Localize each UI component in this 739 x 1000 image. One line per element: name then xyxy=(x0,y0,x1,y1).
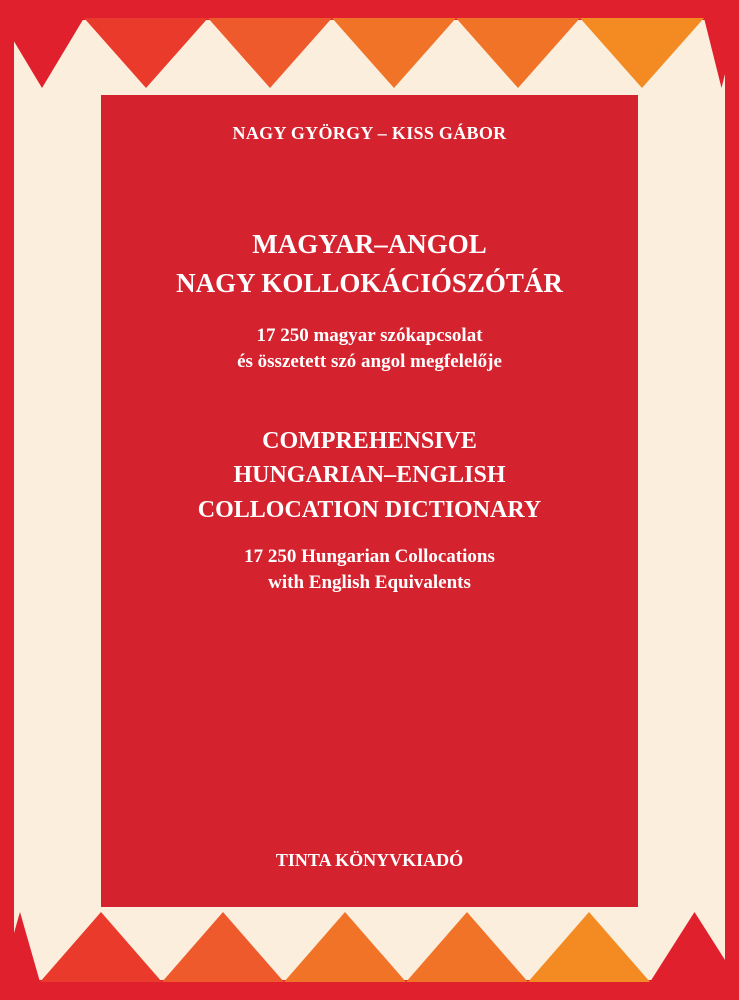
title-en-line-3: COLLOCATION DICTIONARY xyxy=(197,497,542,523)
title-hu-line-2: NAGY KOLLOKÁCIÓSZÓTÁR xyxy=(176,268,563,298)
subtitle-hu-line-1: 17 250 magyar szókapcsolat xyxy=(256,325,483,346)
bottom-triangle xyxy=(40,912,162,982)
bottom-triangle xyxy=(528,912,650,982)
top-triangle xyxy=(332,18,456,88)
title-hu-line-1: MAGYAR–ANGOL xyxy=(252,229,487,259)
subtitle-en-line-1: 17 250 Hungarian Collocations xyxy=(244,546,495,567)
title-en-line-2: HUNGARIAN–ENGLISH xyxy=(233,462,506,488)
top-triangle xyxy=(208,18,332,88)
right-edge xyxy=(725,0,739,1000)
bottom-triangle xyxy=(162,912,284,982)
top-band xyxy=(0,0,739,20)
top-triangle xyxy=(580,18,704,88)
title-en-line-1: COMPREHENSIVE xyxy=(262,428,477,454)
bottom-band xyxy=(0,980,739,1000)
authors: NAGY GYÖRGY – KISS GÁBOR xyxy=(232,123,507,143)
subtitle-hu-line-2: és összetett szó angol megfelelője xyxy=(237,351,502,372)
bottom-triangle xyxy=(406,912,528,982)
subtitle-en-line-2: with English Equivalents xyxy=(268,572,471,593)
top-triangle xyxy=(84,18,208,88)
top-triangle xyxy=(456,18,580,88)
top-triangle-row xyxy=(0,0,739,88)
bottom-triangle-row xyxy=(0,912,739,1000)
publisher: TINTA KÖNYVKIADÓ xyxy=(275,850,464,870)
bottom-triangle xyxy=(284,912,406,982)
title-panel xyxy=(101,95,638,907)
left-edge xyxy=(0,0,14,1000)
